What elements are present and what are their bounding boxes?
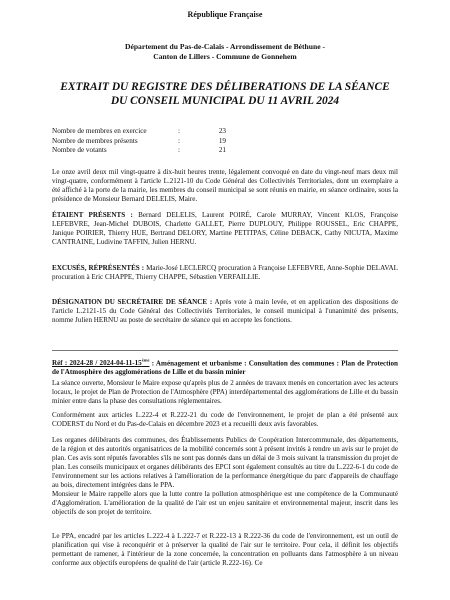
stat-separator: : <box>178 136 180 145</box>
section-divider <box>52 350 398 351</box>
stat-value: 23 <box>218 127 226 135</box>
department-line-1: Département du Pas-de-Calais - Arrondissement de Béthune - <box>124 42 326 51</box>
stat-separator: : <box>178 127 180 135</box>
member-counts <box>52 127 226 156</box>
excused-names: Marie-José LECLERCQ procuration à Françoise LEFEBVRE, Anne-Sophie DELAVAL procuration à Eric CHAPPE, Thierry CHAPPE, Sébastien VERFAILLIE. <box>52 264 399 281</box>
present-names: Bernard DELELIS, Laurent POIRÉ, Carole MURRAY, Vincent KLOS, Françoise LEFEBVRE, Jean-Michel DUBOIS, Charlette GALLET, Pierre DUPLOUY, Philippe ROUSSEL, Eric CHAPPE, Janique POIRIER, Thierry HUE, Bertrand DELORY, Martine PETITPAS, Céline DEBACK, Cathy NICUTA, Maxime CANTRAINE, Ludivine TAFFIN, Julien HERNU. <box>52 211 398 246</box>
reference-code: Réf : 2024-28 / 2024-04-11-15 <box>52 359 142 368</box>
title-line-2: DU CONSEIL MUNICIPAL DU 11 AVRIL 2024 <box>110 95 340 107</box>
stat-label: Nombre de membres présents <box>52 136 138 145</box>
present-paragraph <box>52 211 398 247</box>
stat-value: 21 <box>218 146 226 155</box>
deliberation-paragraph: Monsieur le Maire rappelle alors que la lutte contre la pollution atmosphérique est une compétence de la Communauté d'Agglomération. L'amélioration de la qualité de l'air est un enjeu sanitaire et environnemental majeur, inscrit dans les objectifs de son projet de territoire. <box>52 490 398 516</box>
deliberation-paragraph: Conformément aux articles L.222-4 et R.222-21 du code de l'environnement, le projet de plan a été présenté aux CODERST du Nord et du Pas-de-Calais en décembre 2023 et a recueilli deux avis favorables. <box>52 411 398 428</box>
stat-label: Nombre de votants <box>52 146 107 155</box>
department-line-2: Canton de Lillers - Commune de Gonnehem <box>153 52 297 61</box>
stat-row <box>52 146 226 156</box>
present-label: ÉTAIENT PRÉSENTS : <box>52 211 133 219</box>
title-line-1: EXTRAIT DU REGISTRE DES DÉLIBERATIONS DE LA SÉANCE <box>60 81 390 93</box>
stat-row <box>52 137 226 147</box>
secretary-text: Après vote à main levée, et en application des dispositions de l'article L.2121-15 du Code Général des Collectivités Territoriales, le conseil municipal à l'unanimité des présents, nomme Julien HERNU au poste de secrétaire de séance qui en accepte les fonctions. <box>52 298 398 324</box>
reference-suffix: ème <box>141 358 150 363</box>
intro-paragraph: Le onze avril deux mil vingt-quatre à dix-huit heures trente, légalement convoqué en date du vingt-neuf mars deux mil vingt-quatre, conformément à l'article L.2121-10 du Code Général des Collectivités Territoriales, dont un exemplaire a été affiché à la porte de la mairie, les membres du conseil municipal se sont réunis en mairie, en séance ordinaire, sous la présidence de Monsieur Bernard DELELIS, Maire. <box>52 168 398 203</box>
stat-separator: : <box>178 146 180 155</box>
stat-label: Nombre de membres en exercice <box>52 127 147 135</box>
deliberation-paragraph: Les organes délibérants des communes, des Établissements Publics de Coopération Intercommunale, des départements, de la région et des autorités organisatrices de la mobilité concernés sont à présent invités à rendre un avis sur le projet de plan. Ces avis sont réputés favorables s'ils ne sont pas donnés dans un délai de 3 mois suivant la transmission du projet de plan. Les conseils municipaux et organes délibérants des EPCI sont également consultés au titre du L.222-6-1 du code de l'environnement sur les actions relatives à l'amélioration de la performance énergétique du parc d'appareils de chauffage au bois, directement intégrées dans le PPA. <box>52 436 398 489</box>
secretary-label: DÉSIGNATION DU SECRÉTAIRE DE SÉANCE : <box>52 298 213 306</box>
department-heading <box>0 42 450 62</box>
reference-number <box>52 359 149 367</box>
excused-label: EXCUSÉS, RÉPRÉSENTÉS : <box>52 264 145 272</box>
stat-value: 19 <box>218 136 226 145</box>
stat-row <box>52 127 226 137</box>
document-title <box>0 80 450 108</box>
excused-paragraph <box>52 264 398 282</box>
deliberation-reference <box>52 357 398 377</box>
deliberation-paragraph: Le PPA, encadré par les articles L.222-4 à L.222-7 et R.222-13 à R.222-36 du code de l'environnement, est un outil de planification qui vise à reconquérir et à préserver la qualité de l'air sur le territoire. Pour cela, il définit les objectifs permettant de ramener, à l'intérieur de la zone concernée, la concentration en polluants dans l'atmosphère à un niveau conforme aux objectifs européens de qualité de l'air (article R.222-16). Ce <box>52 532 398 567</box>
reference-title: : Aménagement et urbanisme : Consultation des communes : Plan de Protection de l'Atmosphère des agglomérations de Lille et du bassin minier <box>52 359 398 377</box>
secretary-paragraph <box>52 298 398 325</box>
republic-heading: République Française <box>187 10 263 19</box>
deliberation-paragraph: La séance ouverte, Monsieur le Maire expose qu'après plus de 2 années de travaux menés en concertation avec les acteurs locaux, le projet de Plan de Protection de l'Atmosphère (PPA) interdépartemental des agglomérations de Lille et du bassin minier entre dans la phase des consultations réglementaires. <box>52 379 398 405</box>
